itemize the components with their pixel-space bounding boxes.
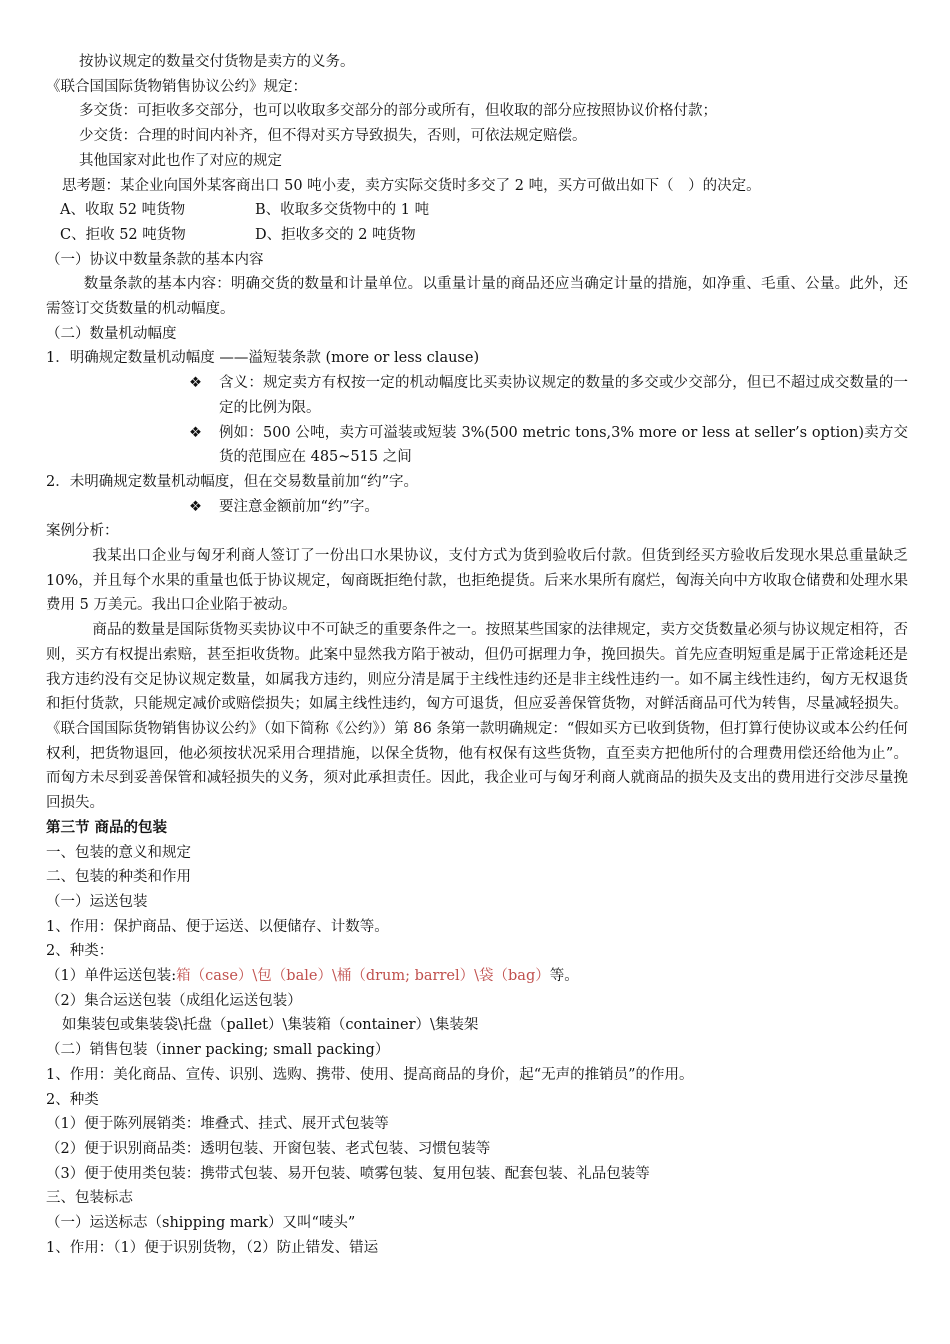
sales-packing-heading: （二）销售包装（inner packing; small packing）	[46, 1042, 390, 1059]
packing-heading-3: 三、包装标志	[46, 1190, 133, 1207]
bullet-diamond-icon: ❖	[189, 375, 202, 392]
bullet-example-text: 例如：500 公吨，卖方可溢装或短装 3%(500 metric tons,3% more or less at seller’s option)卖方交货的范围应在 485~515 之间	[219, 424, 908, 466]
packing-heading-2: 二、包装的种类和作用	[46, 869, 191, 886]
case-label: 案例分析：	[46, 523, 119, 540]
single-packing-examples: 箱（case）\包（bale）\桶（drum; barrel）\袋（bag）	[176, 968, 550, 985]
single-packing-suffix: 等。	[549, 968, 579, 985]
group-transport-packing: （2）集合运送包装（成组化运送包装）	[46, 992, 302, 1009]
group-packing-examples: 如集装包或集装袋\托盘（pallet）\集装箱（container）\集装架	[62, 1017, 479, 1034]
case-paragraph-2: 商品的数量是国际货物买卖协议中不可缺乏的重要条件之一。按照某些国家的法律规定，卖方交货数量必须与协议规定相符，否则，买方有权提出索赔，甚至拒收货物。此案中显然我方陷于被动，但仍可据理力争，挽回损失。首先应查明短重是属于正常途耗还是我方违约没有交足协议规定数量，如属我方违约，则应分清是属于主线性违约还是非主线性违约一。如不属主线性违约，匈方无权退货和拒付货款，只能规定减价或赔偿损失；如属主线性违约，匈方可退货，但应妥善保管货物，对鲜活商品可代为转售，尽量减轻损失。《联合国国际货物销售协议公约》（如下简称《公约》）第 86 条第一款明确规定：“假如买方已收到货物，但打算行使协议或本公约任何权利，把货物退回，他必须按状况采用合理措施，以保全货物，他有权保有这些货物，直至卖方把他所付的合理费用偿还给他为止”。而匈方未尽到妥善保管和减轻损失的义务，须对此承担责任。因此，我企业可与匈牙利商人就商品的损失及支出的费用进行交涉尽量挽回损失。	[46, 622, 908, 812]
basic-content-body: 数量条款的基本内容：明确交货的数量和计量单位。以重量计量的商品还应当确定计量的措施，如净重、毛重、公量。此外，还需签订交货数量的机动幅度。	[46, 276, 908, 318]
question-options-row-1	[46, 198, 908, 223]
option-a: A、收取 52 吨货物	[60, 202, 186, 219]
shipping-mark-heading: （一）运送标志（shipping mark）又叫“唛头”	[46, 1215, 356, 1232]
flex-bullet-example	[46, 421, 908, 470]
over-delivery-rule: 多交货：可拒收多交部分，也可以收取多交部分的部分或所有，但收取的部分应按照协议价格付款；	[79, 103, 717, 120]
sales-packing-function: 1、作用：美化商品、宣传、识别、选购、携带、使用、提高商品的身价，起“无声的推销员”的作用。	[46, 1066, 694, 1083]
question-options-row-2	[46, 223, 908, 248]
bullet-diamond-icon: ❖	[189, 498, 202, 515]
bullet-amount-text: 要注意金额前加“约”字。	[219, 498, 379, 515]
question-text: 思考题：某企业向国外某客商出口 50 吨小麦，卖方实际交货时多交了 2 吨，买方可做出如下（ ）的决定。	[62, 177, 761, 194]
flex-bullet-amount	[46, 495, 908, 520]
basic-content-heading: （一）协议中数量条款的基本内容	[46, 251, 264, 268]
section-3-title: 第三节 商品的包装	[46, 818, 168, 836]
transport-packing-function: 1、作用：保护商品、便于运送、以便储存、计数等。	[46, 918, 389, 935]
single-transport-packing	[46, 964, 908, 989]
flex-range-heading: （二）数量机动幅度	[46, 325, 177, 342]
flex-bullet-meaning	[46, 371, 908, 420]
sales-type-1: （1）便于陈列展销类：堆叠式、挂式、展开式包装等	[46, 1116, 389, 1133]
bullet-diamond-icon: ❖	[189, 424, 202, 441]
sales-packing-types: 2、种类	[46, 1091, 99, 1108]
shipping-mark-function: 1、作用：（1）便于识别货物，（2）防止错发、错运	[46, 1239, 379, 1256]
convention-rule-line: 《联合国国际货物销售协议公约》规定：	[46, 78, 307, 95]
sales-type-2: （2）便于识别商品类：透明包装、开窗包装、老式包装、习惯包装等	[46, 1140, 491, 1157]
document-page	[46, 50, 908, 1260]
bullet-meaning-text: 含义：规定卖方有权按一定的机动幅度比买卖协议规定的数量的多交或少交部分，但已不超过成交数量的一定的比例为限。	[219, 375, 908, 416]
under-delivery-rule: 少交货：合理的时间内补齐，但不得对买方导致损失，否则，可依法规定赔偿。	[79, 128, 587, 145]
other-countries-line: 其他国家对此也作了对应的规定	[79, 152, 282, 169]
sales-type-3: （3）便于使用类包装：携带式包装、易开包装、喷雾包装、复用包装、配套包装、礼品包装等	[46, 1165, 650, 1182]
transport-packing-types: 2、种类：	[46, 943, 114, 960]
option-c: C、拒收 52 吨货物	[60, 226, 186, 243]
option-b: B、收取多交货物中的 1 吨	[255, 202, 430, 219]
case-paragraph-1: 我某出口企业与匈牙利商人签订了一份出口水果协议，支付方式为货到验收后付款。但货到经买方验收后发现水果总重量缺乏 10%，并且每个水果的重量也低于协议规定，匈商既拒绝付款，也拒绝提货。后来水果所有腐烂，匈海关向中方收取仓储费和处理水果费用 5 万美元。我出口企业陷于被动。	[46, 548, 908, 614]
intro-line-1: 按协议规定的数量交付货物是卖方的义务。	[79, 54, 355, 70]
transport-packing-heading: （一）运送包装	[46, 893, 148, 910]
single-packing-prefix: （1）单件运送包装:	[46, 968, 177, 985]
option-d: D、拒收多交的 2 吨货物	[255, 226, 416, 243]
packing-heading-1: 一、包装的意义和规定	[46, 844, 191, 861]
flex-item-1: 1．明确规定数量机动幅度 ——溢短装条款 (more or less clause)	[46, 350, 480, 367]
flex-item-2: 2．未明确规定数量机动幅度，但在交易数量前加“约”字。	[46, 473, 419, 490]
